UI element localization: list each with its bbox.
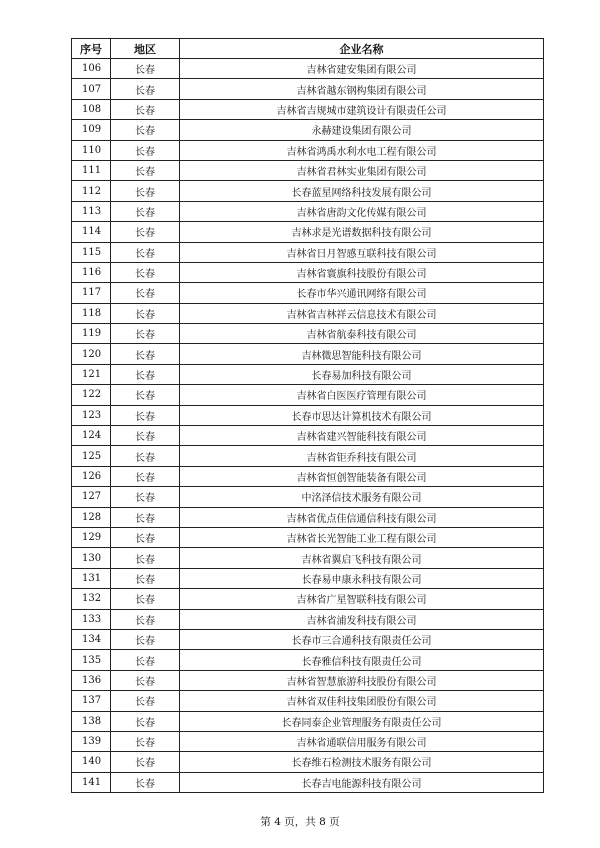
row-seq: 128: [72, 507, 111, 527]
table-row: [72, 487, 544, 507]
table-row: [72, 609, 544, 629]
table-row: [72, 772, 544, 792]
row-company-name: 长春易加科技有限公司: [180, 364, 544, 384]
table-row: [72, 548, 544, 568]
row-seq: 108: [72, 99, 111, 119]
row-region: 长春: [111, 262, 180, 282]
row-seq: 133: [72, 609, 111, 629]
table-row: [72, 446, 544, 466]
row-region: 长春: [111, 99, 180, 119]
row-seq: 137: [72, 691, 111, 711]
row-seq: 109: [72, 120, 111, 140]
table-row: [72, 568, 544, 588]
table-row: [72, 59, 544, 79]
row-company-name: 吉林省君林实业集团有限公司: [180, 160, 544, 180]
table-row: [72, 262, 544, 282]
row-seq: 126: [72, 466, 111, 486]
page-number: 第 4 页，共 8 页: [260, 816, 340, 828]
row-region: 长春: [111, 629, 180, 649]
row-company-name: 吉林省吉规城市建筑设计有限责任公司: [180, 99, 544, 119]
table-row: [72, 160, 544, 180]
row-region: 长春: [111, 222, 180, 242]
row-region: 长春: [111, 201, 180, 221]
row-seq: 112: [72, 181, 111, 201]
table-row: [72, 752, 544, 772]
row-region: 长春: [111, 650, 180, 670]
row-company-name: 长春市三合通科技有限责任公司: [180, 629, 544, 649]
table-body: [72, 59, 544, 793]
row-seq: 116: [72, 262, 111, 282]
row-seq: 127: [72, 487, 111, 507]
header-company-name: 企业名称: [180, 39, 544, 59]
table-row: [72, 79, 544, 99]
row-region: 长春: [111, 364, 180, 384]
row-seq: 121: [72, 364, 111, 384]
row-company-name: 长春维石检测技术服务有限公司: [180, 752, 544, 772]
row-seq: 141: [72, 772, 111, 792]
row-company-name: 长春雅信科技有限责任公司: [180, 650, 544, 670]
table-row: [72, 385, 544, 405]
row-seq: 119: [72, 324, 111, 344]
table-row: [72, 405, 544, 425]
row-region: 长春: [111, 589, 180, 609]
row-company-name: 永赫建设集团有限公司: [180, 120, 544, 140]
table-row: [72, 466, 544, 486]
row-region: 长春: [111, 160, 180, 180]
row-company-name: 吉林省唐韵文化传媒有限公司: [180, 201, 544, 221]
row-company-name: 吉林求是光谱数据科技有限公司: [180, 222, 544, 242]
row-company-name: 吉林省日月智感互联科技有限公司: [180, 242, 544, 262]
row-region: 长春: [111, 752, 180, 772]
row-seq: 113: [72, 201, 111, 221]
row-region: 长春: [111, 446, 180, 466]
row-company-name: 长春市思达计算机技术有限公司: [180, 405, 544, 425]
row-region: 长春: [111, 405, 180, 425]
row-company-name: 吉林省优点佳信通信科技有限公司: [180, 507, 544, 527]
row-seq: 140: [72, 752, 111, 772]
row-region: 长春: [111, 344, 180, 364]
row-company-name: 长春易申康永科技有限公司: [180, 568, 544, 588]
row-seq: 130: [72, 548, 111, 568]
row-seq: 114: [72, 222, 111, 242]
header-seq: 序号: [72, 39, 111, 59]
row-region: 长春: [111, 670, 180, 690]
row-region: 长春: [111, 426, 180, 446]
row-company-name: 吉林省建安集团有限公司: [180, 59, 544, 79]
row-seq: 132: [72, 589, 111, 609]
row-region: 长春: [111, 772, 180, 792]
row-company-name: 吉林省恒创智能装备有限公司: [180, 466, 544, 486]
row-seq: 122: [72, 385, 111, 405]
row-region: 长春: [111, 59, 180, 79]
row-company-name: 吉林省寰旗科技股份有限公司: [180, 262, 544, 282]
row-seq: 106: [72, 59, 111, 79]
row-company-name: 长春蓝星网络科技发展有限公司: [180, 181, 544, 201]
row-seq: 131: [72, 568, 111, 588]
row-company-name: 吉林省航泰科技有限公司: [180, 324, 544, 344]
row-seq: 124: [72, 426, 111, 446]
table-row: [72, 589, 544, 609]
row-seq: 129: [72, 527, 111, 547]
row-region: 长春: [111, 548, 180, 568]
table-row: [72, 242, 544, 262]
row-region: 长春: [111, 711, 180, 731]
row-seq: 135: [72, 650, 111, 670]
row-company-name: 长春市华兴通讯网络有限公司: [180, 283, 544, 303]
row-company-name: 吉林省长光智能工业工程有限公司: [180, 527, 544, 547]
table-row: [72, 629, 544, 649]
row-company-name: 吉林省白医医疗管理有限公司: [180, 385, 544, 405]
table-row: [72, 731, 544, 751]
row-seq: 107: [72, 79, 111, 99]
table-row: [72, 283, 544, 303]
row-region: 长春: [111, 609, 180, 629]
row-region: 长春: [111, 120, 180, 140]
row-company-name: 吉林省钜乔科技有限公司: [180, 446, 544, 466]
header-region: 地区: [111, 39, 180, 59]
table-row: [72, 650, 544, 670]
row-seq: 134: [72, 629, 111, 649]
table-row: [72, 324, 544, 344]
row-company-name: 长春同泰企业管理服务有限责任公司: [180, 711, 544, 731]
table-row: [72, 222, 544, 242]
table-row: [72, 344, 544, 364]
table-header-row: [72, 39, 544, 59]
table-row: [72, 527, 544, 547]
row-seq: 118: [72, 303, 111, 323]
row-seq: 115: [72, 242, 111, 262]
row-seq: 125: [72, 446, 111, 466]
row-company-name: 吉林省吉林祥云信息技术有限公司: [180, 303, 544, 323]
row-region: 长春: [111, 466, 180, 486]
row-company-name: 长春吉电能源科技有限公司: [180, 772, 544, 792]
row-region: 长春: [111, 507, 180, 527]
row-region: 长春: [111, 283, 180, 303]
table-row: [72, 201, 544, 221]
table-row: [72, 99, 544, 119]
table-row: [72, 120, 544, 140]
row-region: 长春: [111, 79, 180, 99]
row-region: 长春: [111, 324, 180, 344]
row-region: 长春: [111, 385, 180, 405]
row-company-name: 吉林省建兴智能科技有限公司: [180, 426, 544, 446]
row-region: 长春: [111, 303, 180, 323]
row-company-name: 吉林省鸿禹水利水电工程有限公司: [180, 140, 544, 160]
row-seq: 120: [72, 344, 111, 364]
row-seq: 139: [72, 731, 111, 751]
row-region: 长春: [111, 242, 180, 262]
row-seq: 136: [72, 670, 111, 690]
row-seq: 123: [72, 405, 111, 425]
table-row: [72, 711, 544, 731]
row-region: 长春: [111, 487, 180, 507]
company-table: [71, 38, 544, 793]
row-region: 长春: [111, 568, 180, 588]
row-company-name: 吉林省广星智联科技有限公司: [180, 589, 544, 609]
row-company-name: 吉林省越东钢构集团有限公司: [180, 79, 544, 99]
table-row: [72, 364, 544, 384]
row-seq: 117: [72, 283, 111, 303]
table-row: [72, 140, 544, 160]
row-seq: 138: [72, 711, 111, 731]
table-row: [72, 691, 544, 711]
table-row: [72, 670, 544, 690]
table-row: [72, 426, 544, 446]
row-region: 长春: [111, 691, 180, 711]
row-company-name: 吉林省双佳科技集团股份有限公司: [180, 691, 544, 711]
row-company-name: 吉林省智慧旅游科技股份有限公司: [180, 670, 544, 690]
row-region: 长春: [111, 181, 180, 201]
row-region: 长春: [111, 527, 180, 547]
row-seq: 110: [72, 140, 111, 160]
table-row: [72, 303, 544, 323]
row-company-name: 吉林微思智能科技有限公司: [180, 344, 544, 364]
row-company-name: 吉林省翼启飞科技有限公司: [180, 548, 544, 568]
row-seq: 111: [72, 160, 111, 180]
row-company-name: 吉林省通联信用服务有限公司: [180, 731, 544, 751]
table-row: [72, 507, 544, 527]
table-row: [72, 181, 544, 201]
row-region: 长春: [111, 731, 180, 751]
row-region: 长春: [111, 140, 180, 160]
row-company-name: 吉林省浦发科技有限公司: [180, 609, 544, 629]
row-company-name: 中洺泽信技术服务有限公司: [180, 487, 544, 507]
